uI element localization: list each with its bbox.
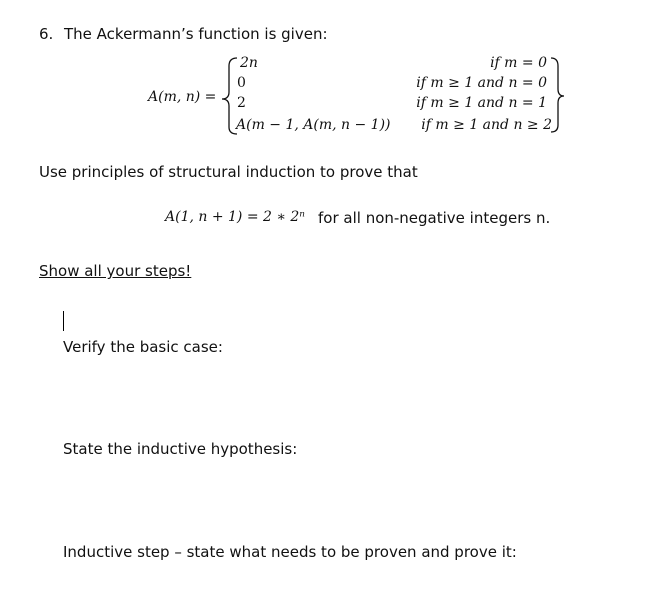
basic-case-heading: Verify the basic case:	[63, 338, 223, 356]
problem-number: 6.	[39, 25, 54, 43]
case-value-1: 0	[237, 75, 246, 91]
problem-intro: The Ackermann’s function is given:	[64, 25, 328, 43]
case-condition-3: if m ≥ 1 and n ≥ 2	[421, 117, 552, 133]
show-steps-note: Show all your steps!	[39, 262, 192, 280]
right-brace	[551, 58, 564, 132]
case-condition-1: if m ≥ 1 and n = 0	[416, 75, 547, 91]
claim-text: for all non-negative integers n.	[318, 209, 551, 227]
hypothesis-heading: State the inductive hypothesis:	[63, 440, 298, 458]
case-value-3: A(m − 1, A(m, n − 1))	[236, 117, 391, 133]
case-value-0: 2n	[240, 55, 258, 71]
claim-equation: A(1, n + 1) = 2 ∗ 2ⁿ	[165, 209, 305, 225]
instruction-text: Use principles of structural induction to prove that	[39, 163, 418, 181]
left-brace	[222, 58, 237, 134]
case-condition-2: if m ≥ 1 and n = 1	[416, 95, 547, 111]
case-value-2: 2	[237, 95, 246, 111]
text-cursor[interactable]	[63, 311, 64, 331]
function-lhs: A(m, n) =	[148, 89, 217, 105]
inductive-step-heading: Inductive step – state what needs to be proven and prove it:	[63, 543, 517, 561]
case-condition-0: if m = 0	[490, 55, 547, 71]
